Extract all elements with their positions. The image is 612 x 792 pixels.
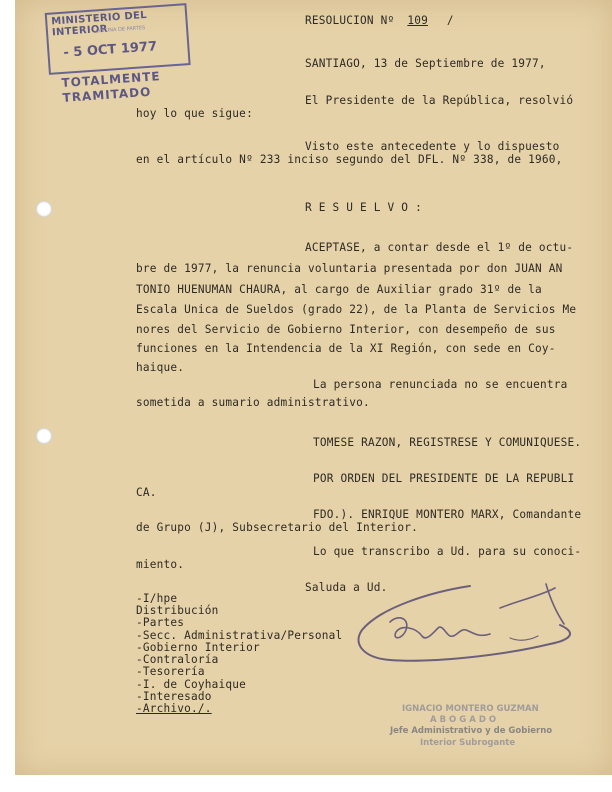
visto-line-2: en el artículo Nº 233 inciso segundo del DFL. Nº 338, de 1960,	[136, 153, 563, 166]
distribution-item: Distribución	[136, 604, 219, 617]
distribution-item: -Tesorería	[136, 665, 205, 678]
por-orden-line-2: CA.	[136, 486, 157, 499]
signatory-title: Jefe Administrativo y de Gobierno	[390, 726, 553, 736]
firma-line-2: de Grupo (J), Subsecretario del Interior.	[136, 521, 419, 534]
transcribo-line-2: miento.	[136, 558, 185, 571]
distribution-item: -I/hpe	[136, 592, 178, 605]
place-date: SANTIAGO, 13 de Septiembre de 1977,	[305, 57, 546, 70]
stamp-status-line2: TRAMITADO	[62, 84, 152, 105]
firma-line-1: FDO.). ENRIQUE MONTERO MARX, Comandante	[313, 508, 582, 521]
stamp-office-text: OFICINA DE PARTES	[95, 25, 146, 35]
signatory-name: IGNACIO MONTERO GUZMAN	[402, 704, 539, 714]
distribution-item: -Contraloría	[136, 653, 219, 666]
punch-hole	[36, 428, 52, 444]
paragraph-1-line-1: ACEPTASE, a contar desde el 1º de octu-	[305, 241, 574, 254]
resolution-slash: /	[446, 14, 454, 27]
saluda-line: Saluda a Ud.	[305, 581, 388, 594]
transcribo-line-1: Lo que transcribo a Ud. para su conoci-	[313, 545, 582, 558]
stamp-status-line1: TOTALMENTE	[61, 69, 161, 90]
ministry-stamp	[45, 3, 192, 113]
distribution-item: -Gobierno Interior	[136, 641, 260, 654]
paragraph-1-line-3: TONIO HUENUMAN CHAURA, al cargo de Auxiliar grado 31º de la	[136, 283, 542, 296]
tomese-razon: TOMESE RAZON, REGISTRESE Y COMUNIQUESE.	[313, 436, 582, 449]
intro-line-2: hoy lo que sigue:	[136, 107, 253, 120]
visto-line-1: Visto este antecedente y lo dispuesto	[305, 140, 560, 153]
por-orden-line-1: POR ORDEN DEL PRESIDENTE DE LA REPUBLI	[313, 472, 575, 485]
resolution-number: 109	[407, 14, 428, 27]
paragraph-1-line-5: nores del Servicio de Gobierno Interior, con desempeño de sus	[136, 323, 556, 336]
stamp-date: - 5 OCT 1977	[63, 39, 158, 61]
distribution-item: -Archivo./.	[136, 702, 212, 715]
resolution-label: RESOLUCION Nº	[305, 14, 395, 27]
signatory-subtitle-2: Interior Subrogante	[420, 738, 516, 748]
resuelvo-heading: R E S U E L V O :	[305, 201, 422, 214]
paragraph-1-line-2: bre de 1977, la renuncia voluntaria presentada por don JUAN AN	[136, 262, 563, 275]
handwritten-signature	[350, 578, 585, 673]
distribution-item: -I. de Coyhaique	[136, 678, 247, 691]
paragraph-2-line-1: La persona renunciada no se encuentra	[313, 378, 568, 391]
stamp-ministry-text: MINISTERIO DEL INTERIOR	[50, 9, 148, 39]
paragraph-2-line-2: sometida a sumario administrativo.	[136, 396, 370, 409]
punch-hole	[36, 201, 52, 217]
distribution-item: -Interesado	[136, 690, 212, 703]
paragraph-1-line-6: funciones en la Intendencia de la XI Región, con sede en Coy-	[136, 342, 556, 355]
distribution-item: -Partes	[136, 616, 185, 629]
resolution-header	[305, 14, 454, 27]
signatory-subtitle: ABOGADO	[430, 715, 500, 725]
paragraph-1-line-4: Escala Unica de Sueldos (grado 22), de la Planta de Servicios Me	[136, 303, 577, 316]
intro-line-1: El Presidente de la República, resolvió	[305, 94, 574, 107]
distribution-item: -Secc. Administrativa/Personal	[136, 629, 343, 642]
paragraph-1-line-7: haique.	[136, 361, 185, 374]
